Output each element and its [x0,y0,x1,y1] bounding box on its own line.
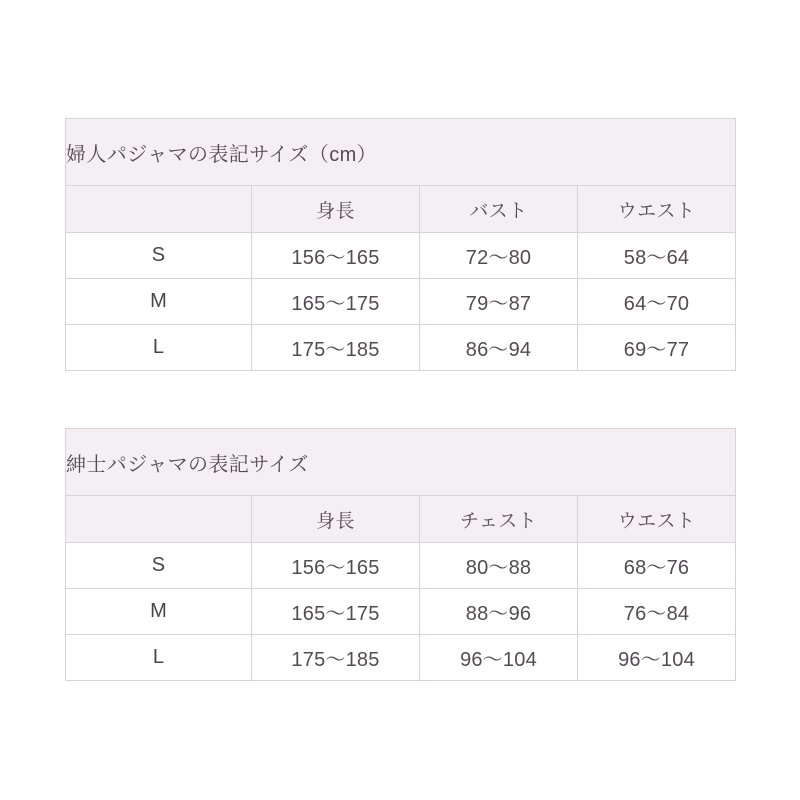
mens-size-m-label: M [66,589,252,635]
mens-size-l-label: L [66,635,252,681]
mens-header-corner [66,496,252,543]
mens-size-s-waist: 68〜76 [578,543,736,589]
womens-size-s-waist: 58〜64 [578,233,736,279]
womens-size-m-waist: 64〜70 [578,279,736,325]
table-header-row [66,186,736,233]
table-row [66,589,736,635]
mens-size-l-waist: 96〜104 [578,635,736,681]
womens-header-height: 身長 [252,186,420,233]
mens-size-m-chest: 88〜96 [420,589,578,635]
mens-size-l-height: 175〜185 [252,635,420,681]
womens-size-l-label: L [66,325,252,371]
mens-size-l-chest: 96〜104 [420,635,578,681]
table-row [66,233,736,279]
table-caption-row [66,119,736,186]
womens-size-m-label: M [66,279,252,325]
womens-header-bust: バスト [420,186,578,233]
womens-size-s-height: 156〜165 [252,233,420,279]
mens-size-s-chest: 80〜88 [420,543,578,589]
womens-size-l-bust: 86〜94 [420,325,578,371]
womens-size-m-height: 165〜175 [252,279,420,325]
table-header-row [66,496,736,543]
mens-size-s-label: S [66,543,252,589]
table-row [66,279,736,325]
womens-header-corner [66,186,252,233]
womens-pajama-size-table [65,118,736,371]
womens-size-m-bust: 79〜87 [420,279,578,325]
mens-size-m-height: 165〜175 [252,589,420,635]
table-row [66,635,736,681]
mens-header-height: 身長 [252,496,420,543]
mens-header-waist: ウエスト [578,496,736,543]
mens-table-caption: 紳士パジャマの表記サイズ [66,429,736,496]
womens-size-s-bust: 72〜80 [420,233,578,279]
mens-size-s-height: 156〜165 [252,543,420,589]
womens-size-s-label: S [66,233,252,279]
mens-size-m-waist: 76〜84 [578,589,736,635]
mens-pajama-size-table [65,428,736,681]
mens-header-chest: チェスト [420,496,578,543]
table-row [66,543,736,589]
womens-header-waist: ウエスト [578,186,736,233]
womens-size-l-height: 175〜185 [252,325,420,371]
table-caption-row [66,429,736,496]
womens-table-caption: 婦人パジャマの表記サイズ（cm） [66,119,736,186]
womens-size-l-waist: 69〜77 [578,325,736,371]
table-row [66,325,736,371]
